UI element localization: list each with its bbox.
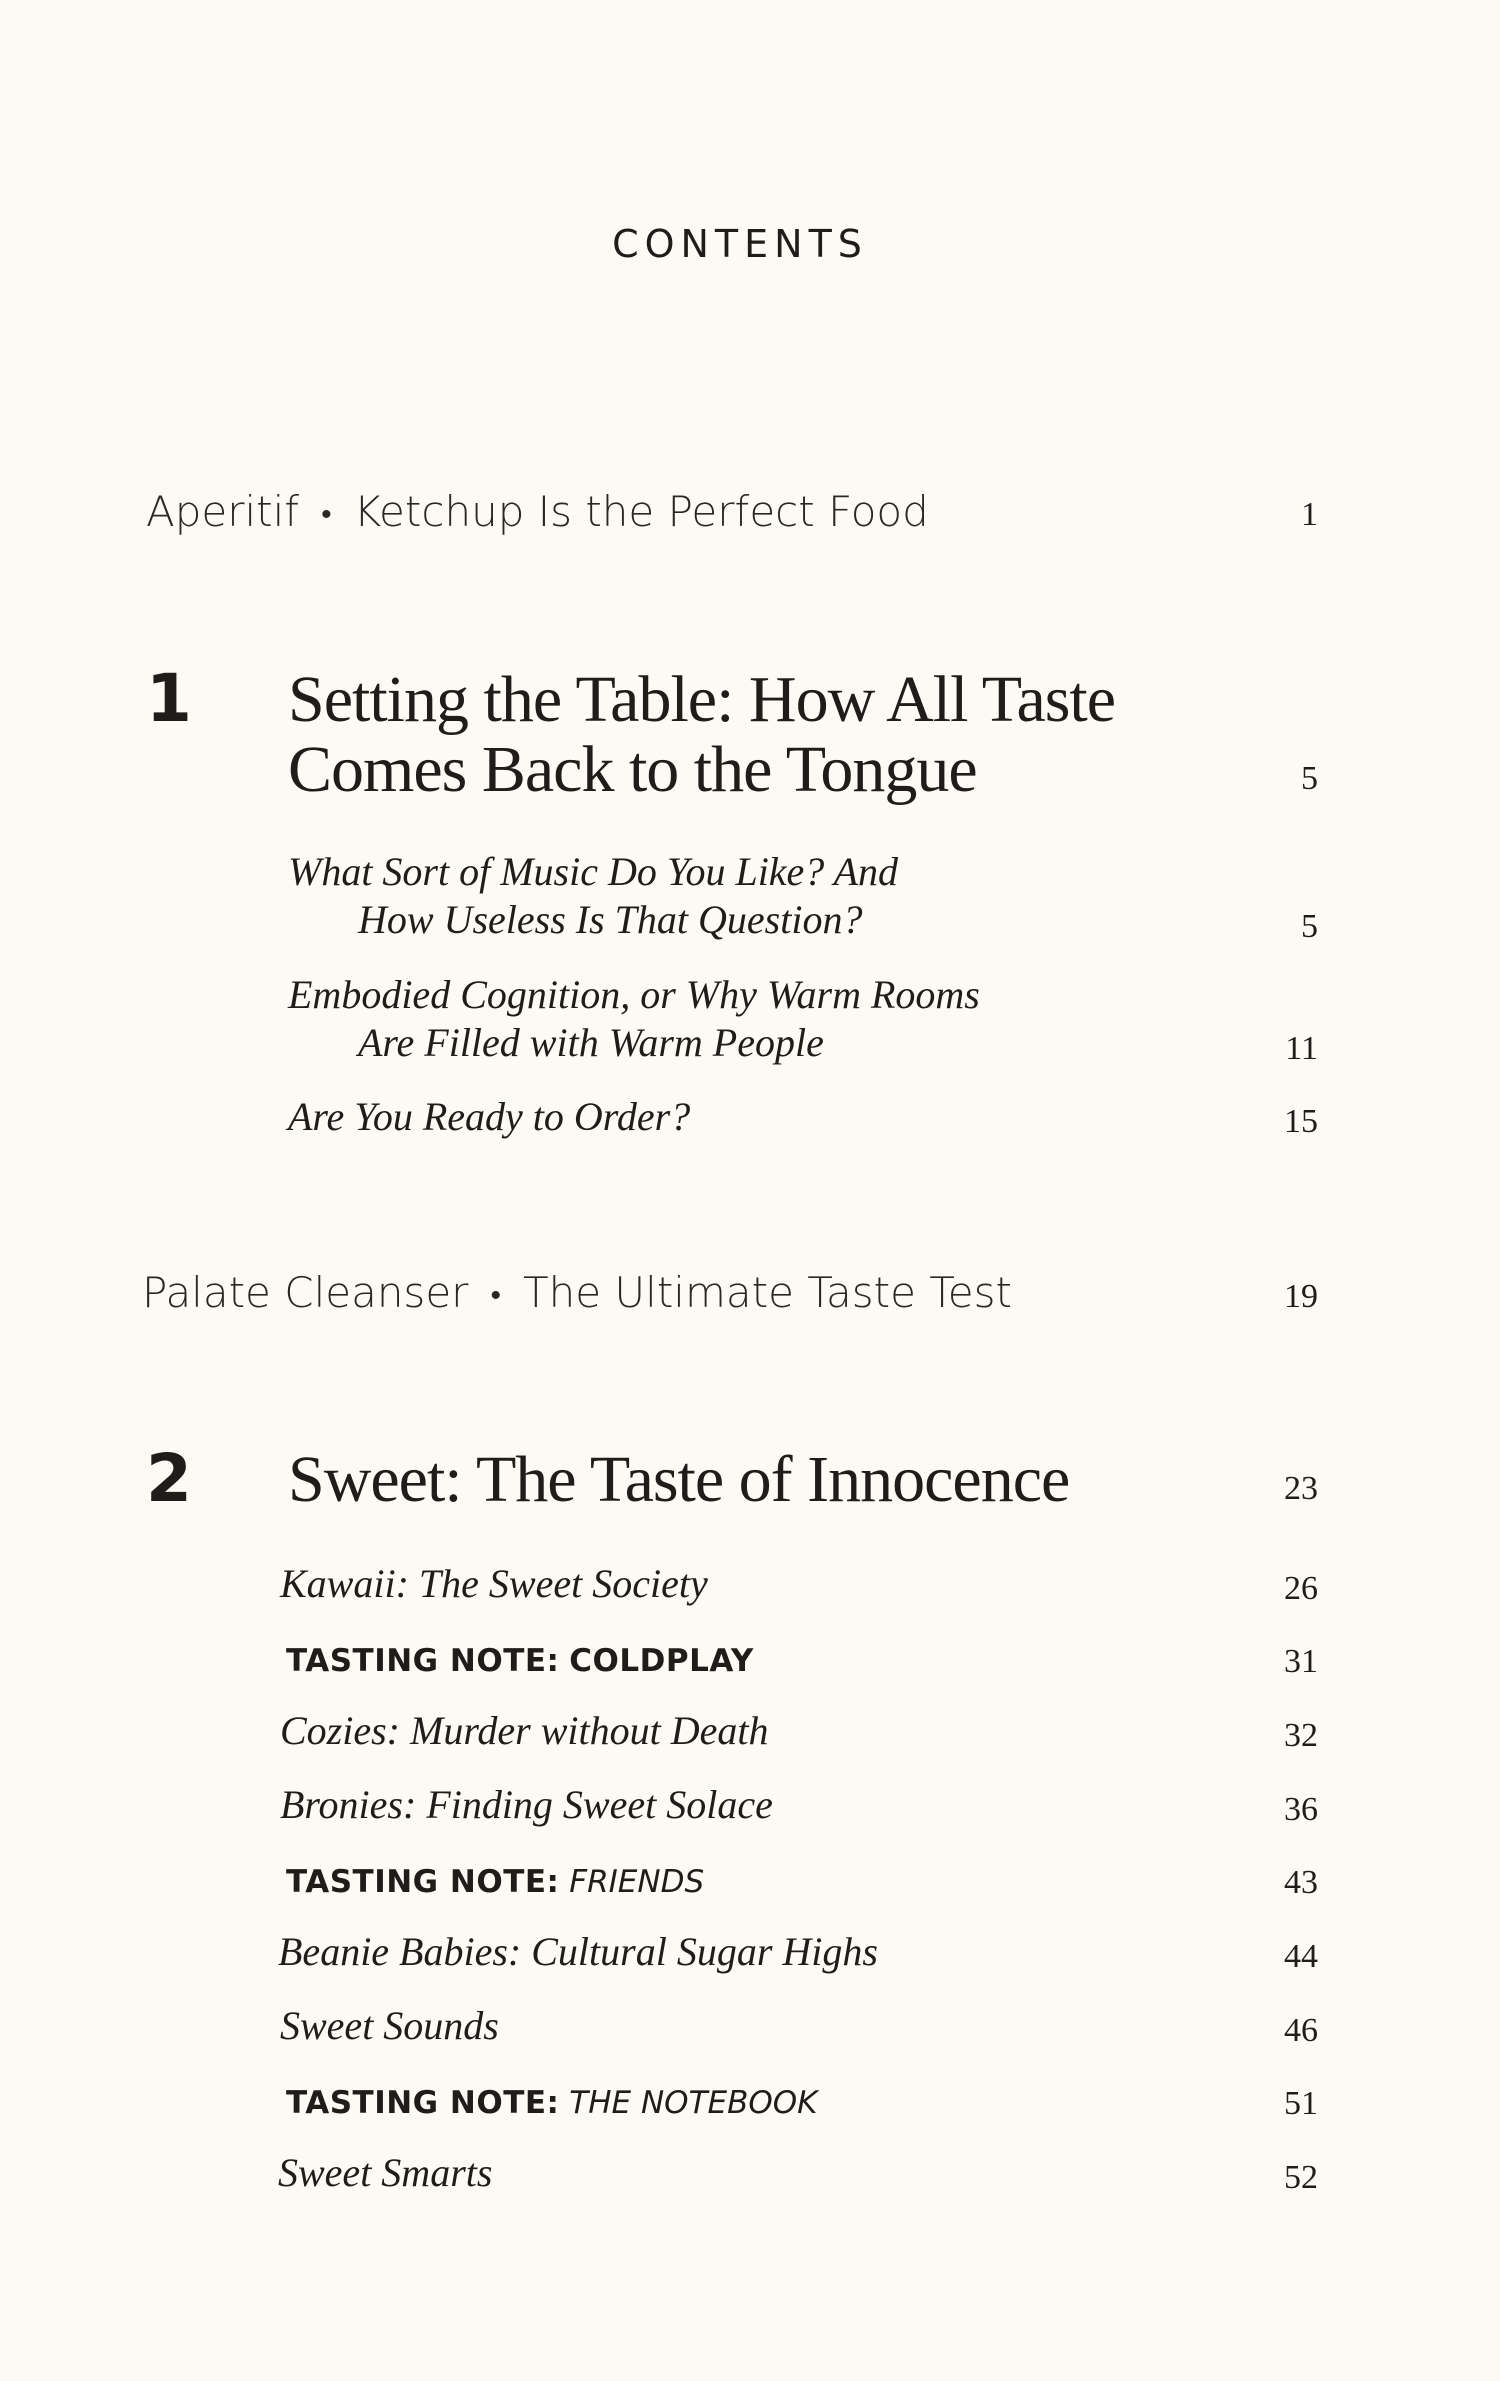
page-number: 5 — [1301, 760, 1318, 797]
section-title-line: What Sort of Music Do You Like? And — [288, 849, 899, 894]
section-title-line: How Useless Is That Question? — [358, 897, 863, 942]
page-number: 46 — [1284, 2012, 1318, 2049]
section-title-line: Embodied Cognition, or Why Warm Rooms — [288, 972, 980, 1017]
toc-section[interactable] — [280, 1560, 708, 1608]
toc-tasting-note[interactable] — [286, 1864, 704, 1900]
section-title-line: Are Filled with Warm People — [358, 1020, 824, 1065]
page-number: 15 — [1284, 1103, 1318, 1140]
tasting-note-label: TASTING NOTE: — [286, 2085, 560, 2121]
page-number: 31 — [1284, 1643, 1318, 1680]
chapter-title-line: Comes Back to the Tongue — [288, 733, 977, 806]
page-title: CONTENTS — [612, 222, 868, 266]
page-number: 51 — [1284, 2085, 1318, 2122]
page-number: 1 — [1301, 496, 1318, 533]
page-number: 23 — [1284, 1470, 1318, 1507]
toc-section[interactable] — [280, 1707, 769, 1755]
chapter-number: 2 — [146, 1440, 192, 1517]
toc-section[interactable] — [280, 2002, 499, 2050]
toc-section[interactable] — [278, 2149, 492, 2197]
section-title: Kawaii: The Sweet Society — [280, 1561, 708, 1606]
section-title-line: Are You Ready to Order? — [288, 1094, 691, 1139]
toc-entry-chapter-2[interactable] — [288, 1445, 1069, 1515]
page-number: 5 — [1301, 908, 1318, 945]
section-title: Sweet Smarts — [278, 2150, 493, 2195]
toc-tasting-note[interactable] — [286, 1643, 754, 1679]
page-number: 52 — [1284, 2159, 1318, 2196]
tasting-note-subject: FRIENDS — [569, 1864, 705, 1900]
toc-tasting-note[interactable] — [286, 2085, 818, 2121]
chapter-number: 1 — [146, 660, 192, 737]
bullet-separator: • — [490, 1278, 501, 1313]
tasting-note-label: TASTING NOTE: — [286, 1864, 560, 1900]
toc-section[interactable] — [280, 1781, 773, 1829]
toc-entry-aperitif[interactable] — [146, 487, 929, 536]
page-number: 43 — [1284, 1864, 1318, 1901]
toc-section[interactable] — [288, 1093, 690, 1141]
interlude-label: Palate Cleanser — [142, 1268, 469, 1317]
chapter-title-line: Sweet: The Taste of Innocence — [288, 1443, 1070, 1516]
toc-section[interactable] — [288, 971, 980, 1067]
page-number: 44 — [1284, 1938, 1318, 1975]
tasting-note-label: TASTING NOTE: — [286, 1643, 560, 1679]
interlude-title: Ketchup Is the Perfect Food — [353, 487, 929, 536]
bullet-separator: • — [321, 497, 332, 532]
section-title: Bronies: Finding Sweet Solace — [280, 1782, 773, 1827]
toc-entry-palate-cleanser[interactable] — [142, 1268, 1012, 1317]
tasting-note-subject: THE NOTEBOOK — [569, 2085, 818, 2121]
toc-section[interactable] — [288, 848, 898, 944]
toc-section[interactable] — [278, 1928, 878, 1976]
toc-entry-chapter-1[interactable] — [288, 665, 1115, 805]
interlude-title: The Ultimate Taste Test — [522, 1268, 1012, 1317]
page-number: 36 — [1284, 1791, 1318, 1828]
page-number: 32 — [1284, 1717, 1318, 1754]
page-number: 11 — [1285, 1030, 1318, 1067]
page-number: 19 — [1284, 1278, 1318, 1315]
page-number: 26 — [1284, 1570, 1318, 1607]
tasting-note-subject: COLDPLAY — [569, 1643, 754, 1679]
chapter-title-line: Setting the Table: How All Taste — [288, 663, 1116, 736]
interlude-label: Aperitif — [146, 487, 300, 536]
section-title: Sweet Sounds — [280, 2003, 499, 2048]
section-title: Cozies: Murder without Death — [280, 1708, 769, 1753]
section-title: Beanie Babies: Cultural Sugar Highs — [278, 1929, 878, 1974]
